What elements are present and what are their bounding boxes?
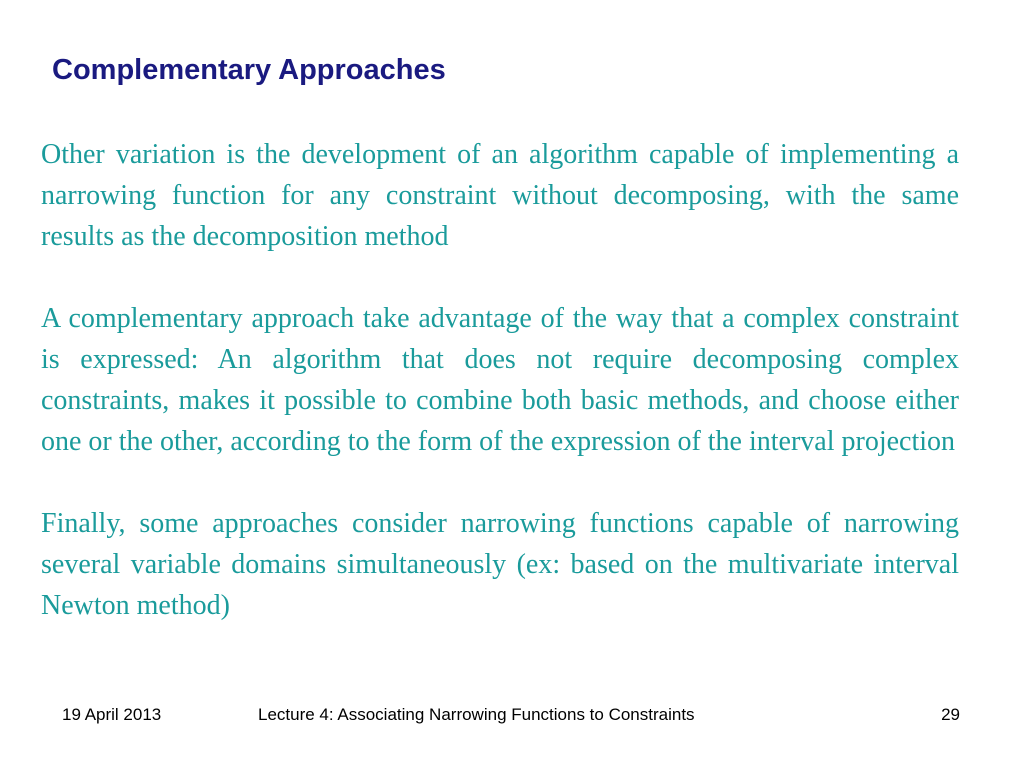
paragraph-complementary-approach: A complementary approach take advantage of the way that a complex constraint is expressed: An algorithm that does not require decomposing complex constraints, makes it possible to combine both basic methods, and choose either one or the other, according to the form of the expression of the interval projection xyxy=(41,303,959,457)
footer-page-number: 29 xyxy=(941,705,960,724)
paragraph-decomposition-free-algorithm: Other variation is the development of an algorithm capable of implementing a narrowing function for any constraint without decomposing, with the same results as the decomposition method xyxy=(41,139,959,252)
paragraph-multivariate-narrowing: Finally, some approaches consider narrowing functions capable of narrowing several variable domains simultaneously (ex: based on the multivariate interval Newton method) xyxy=(41,508,959,621)
slide-body xyxy=(41,134,959,626)
slide-title: Complementary Approaches xyxy=(52,54,446,86)
footer-date: 19 April 2013 xyxy=(62,705,162,724)
footer-lecture-title: Lecture 4: Associating Narrowing Functions to Constraints xyxy=(258,705,695,724)
